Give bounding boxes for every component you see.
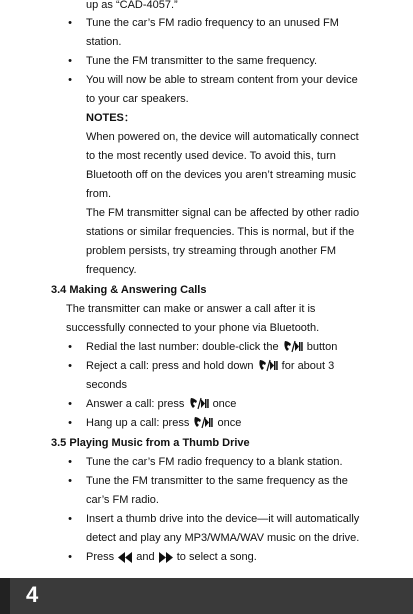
note-line-3: Bluetooth off on the devices you aren’t streaming music bbox=[86, 169, 357, 181]
reject-cont: seconds bbox=[86, 379, 127, 391]
section-35-number: 3.5 bbox=[51, 437, 67, 449]
fm-step-2: Tune the FM transmitter to the same frequency. bbox=[86, 55, 318, 67]
bullet-icon: • bbox=[68, 74, 72, 86]
bullet-icon: • bbox=[68, 417, 72, 429]
section-34-heading bbox=[51, 281, 206, 300]
phone-play-pause-icon bbox=[193, 416, 213, 436]
fm-step-1-cont: station. bbox=[86, 36, 122, 48]
section-35-heading bbox=[51, 434, 250, 453]
notes-label: NOTES： bbox=[86, 112, 135, 124]
section-34-number: 3.4 bbox=[51, 284, 67, 296]
thumb-step-4 bbox=[86, 548, 257, 570]
thumb-step-2-cont: car’s FM radio. bbox=[86, 494, 159, 506]
select-label: to select a song. bbox=[176, 551, 257, 563]
press-label: Press bbox=[86, 551, 115, 563]
fm-step-1: Tune the car’s FM radio frequency to an unused FM bbox=[86, 17, 339, 29]
section-34-intro-1: The transmitter can make or answer a call after it is bbox=[66, 303, 316, 315]
note-line-8: frequency. bbox=[86, 264, 137, 276]
bullet-icon: • bbox=[68, 513, 72, 525]
phone-play-pause-icon bbox=[258, 359, 278, 379]
note-line-1: When powered on, the device will automatically connect bbox=[86, 131, 359, 143]
note-line-6: stations or similar frequencies. This is normal, but if the bbox=[86, 226, 355, 238]
note-line-7: problem persists, try streaming through another FM bbox=[86, 245, 337, 257]
bullet-icon: • bbox=[68, 17, 72, 29]
section-34-title: Making & Answering Calls bbox=[69, 284, 207, 296]
next-track-icon bbox=[159, 551, 173, 570]
hangup-item bbox=[86, 414, 241, 436]
hangup-suffix: once bbox=[217, 417, 242, 429]
bullet-icon: • bbox=[68, 55, 72, 67]
fm-step-3-cont: to your car speakers. bbox=[86, 93, 189, 105]
bullet-icon: • bbox=[68, 341, 72, 353]
thumb-step-3-cont: detect and play any MP3/WMA/WAV music on the drive. bbox=[86, 532, 360, 544]
redial-text: Redial the last number: double-click the bbox=[86, 341, 279, 353]
hangup-text: Hang up a call: press bbox=[86, 417, 190, 429]
previous-track-icon bbox=[118, 551, 132, 570]
bullet-icon: • bbox=[68, 360, 72, 372]
fm-step-3: You will now be able to stream content from your device bbox=[86, 74, 358, 86]
answer-text: Answer a call: press bbox=[86, 398, 185, 410]
bullet-icon: • bbox=[68, 398, 72, 410]
note-line-5: The FM transmitter signal can be affected by other radio bbox=[86, 207, 360, 219]
bullet-icon: • bbox=[68, 456, 72, 468]
thumb-step-3: Insert a thumb drive into the device—it will automatically bbox=[86, 513, 360, 525]
reject-text: Reject a call: press and hold down bbox=[86, 360, 254, 372]
page-number: 4 bbox=[26, 582, 39, 607]
bullet-icon: • bbox=[68, 551, 72, 563]
bullet-icon: • bbox=[68, 475, 72, 487]
and-label: and bbox=[136, 551, 155, 563]
footer-accent bbox=[0, 578, 10, 614]
section-35-title: Playing Music from a Thumb Drive bbox=[69, 437, 250, 449]
footer-bar bbox=[0, 578, 413, 614]
thumb-step-1: Tune the car’s FM radio frequency to a blank station. bbox=[86, 456, 343, 468]
reject-suffix: for about 3 bbox=[281, 360, 335, 372]
answer-suffix: once bbox=[212, 398, 237, 410]
redial-suffix: button bbox=[306, 341, 338, 353]
intro-line: up as “CAD-4057.” bbox=[86, 0, 178, 11]
section-34-intro-2: successfully connected to your phone via Bluetooth. bbox=[66, 322, 320, 334]
note-line-4: from. bbox=[86, 188, 112, 200]
note-line-2: to the most recently used device. To avoid this, turn bbox=[86, 150, 336, 162]
thumb-step-2: Tune the FM transmitter to the same frequency as the bbox=[86, 475, 348, 487]
